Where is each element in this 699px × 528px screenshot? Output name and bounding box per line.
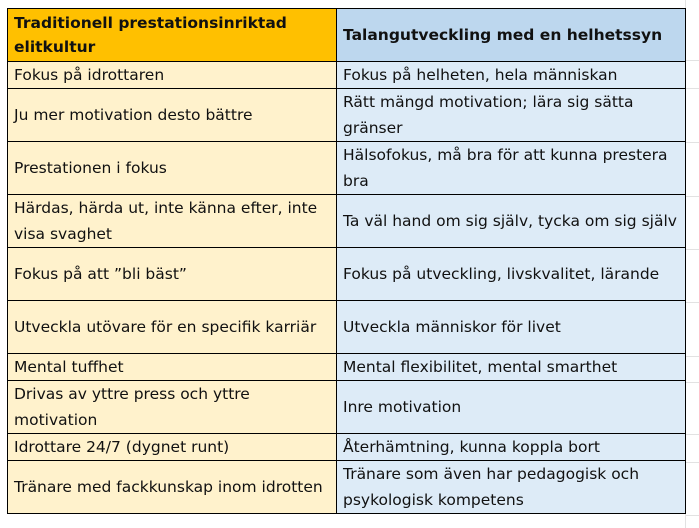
cell-holistic[interactable]: Hälsofokus, må bra för att kunna prestera bra	[337, 142, 686, 195]
table-row	[8, 434, 686, 461]
table-row	[8, 195, 686, 248]
header-cell-holistic[interactable]: Talangutveckling med en helhetssyn	[337, 9, 686, 62]
cell-holistic[interactable]: Tränare som även har pedagogisk och psykologisk kompetens	[337, 461, 686, 514]
cell-traditional[interactable]: Drivas av yttre press och yttre motivation	[8, 381, 337, 434]
table-row	[8, 142, 686, 195]
gridline	[685, 249, 699, 250]
table-row	[8, 62, 686, 89]
cell-holistic[interactable]: Mental flexibilitet, mental smarthet	[337, 354, 686, 381]
cell-holistic[interactable]: Återhämtning, kunna koppla bort	[337, 434, 686, 461]
gridline	[685, 60, 699, 61]
header-row	[8, 9, 686, 62]
cell-holistic[interactable]: Inre motivation	[337, 381, 686, 434]
gridline	[685, 196, 699, 197]
cell-traditional[interactable]: Idrottare 24/7 (dygnet runt)	[8, 434, 337, 461]
table-row	[8, 461, 686, 514]
gridline	[685, 356, 699, 357]
gridline	[685, 142, 699, 143]
table-row	[8, 248, 686, 301]
cell-traditional[interactable]: Utveckla utövare för en specifik karriär	[8, 301, 337, 354]
header-cell-traditional[interactable]: Traditionell prestationsinriktad elitkultur	[8, 9, 337, 62]
table-row	[8, 89, 686, 142]
gridline	[685, 515, 699, 516]
cell-traditional[interactable]: Ju mer motivation desto bättre	[8, 89, 337, 142]
table-row	[8, 381, 686, 434]
table-row	[8, 301, 686, 354]
cell-holistic[interactable]: Utveckla människor för livet	[337, 301, 686, 354]
gridline	[685, 302, 699, 303]
cell-traditional[interactable]: Härdas, härda ut, inte känna efter, inte visa svaghet	[8, 195, 337, 248]
table-row	[8, 354, 686, 381]
gridline	[685, 382, 699, 383]
cell-holistic[interactable]: Rätt mängd motivation; lära sig sätta gränser	[337, 89, 686, 142]
cell-holistic[interactable]: Fokus på utveckling, livskvalitet, lärande	[337, 248, 686, 301]
cell-traditional[interactable]: Fokus på idrottaren	[8, 62, 337, 89]
cell-traditional[interactable]: Fokus på att ”bli bäst”	[8, 248, 337, 301]
cell-traditional[interactable]: Tränare med fackkunskap inom idrotten	[8, 461, 337, 514]
cell-holistic[interactable]: Ta väl hand om sig själv, tycka om sig själv	[337, 195, 686, 248]
gridline	[685, 434, 699, 435]
cell-traditional[interactable]: Mental tuffhet	[8, 354, 337, 381]
gridline	[685, 88, 699, 89]
gridline	[685, 462, 699, 463]
comparison-table	[7, 8, 686, 514]
cell-holistic[interactable]: Fokus på helheten, hela människan	[337, 62, 686, 89]
cell-traditional[interactable]: Prestationen i fokus	[8, 142, 337, 195]
